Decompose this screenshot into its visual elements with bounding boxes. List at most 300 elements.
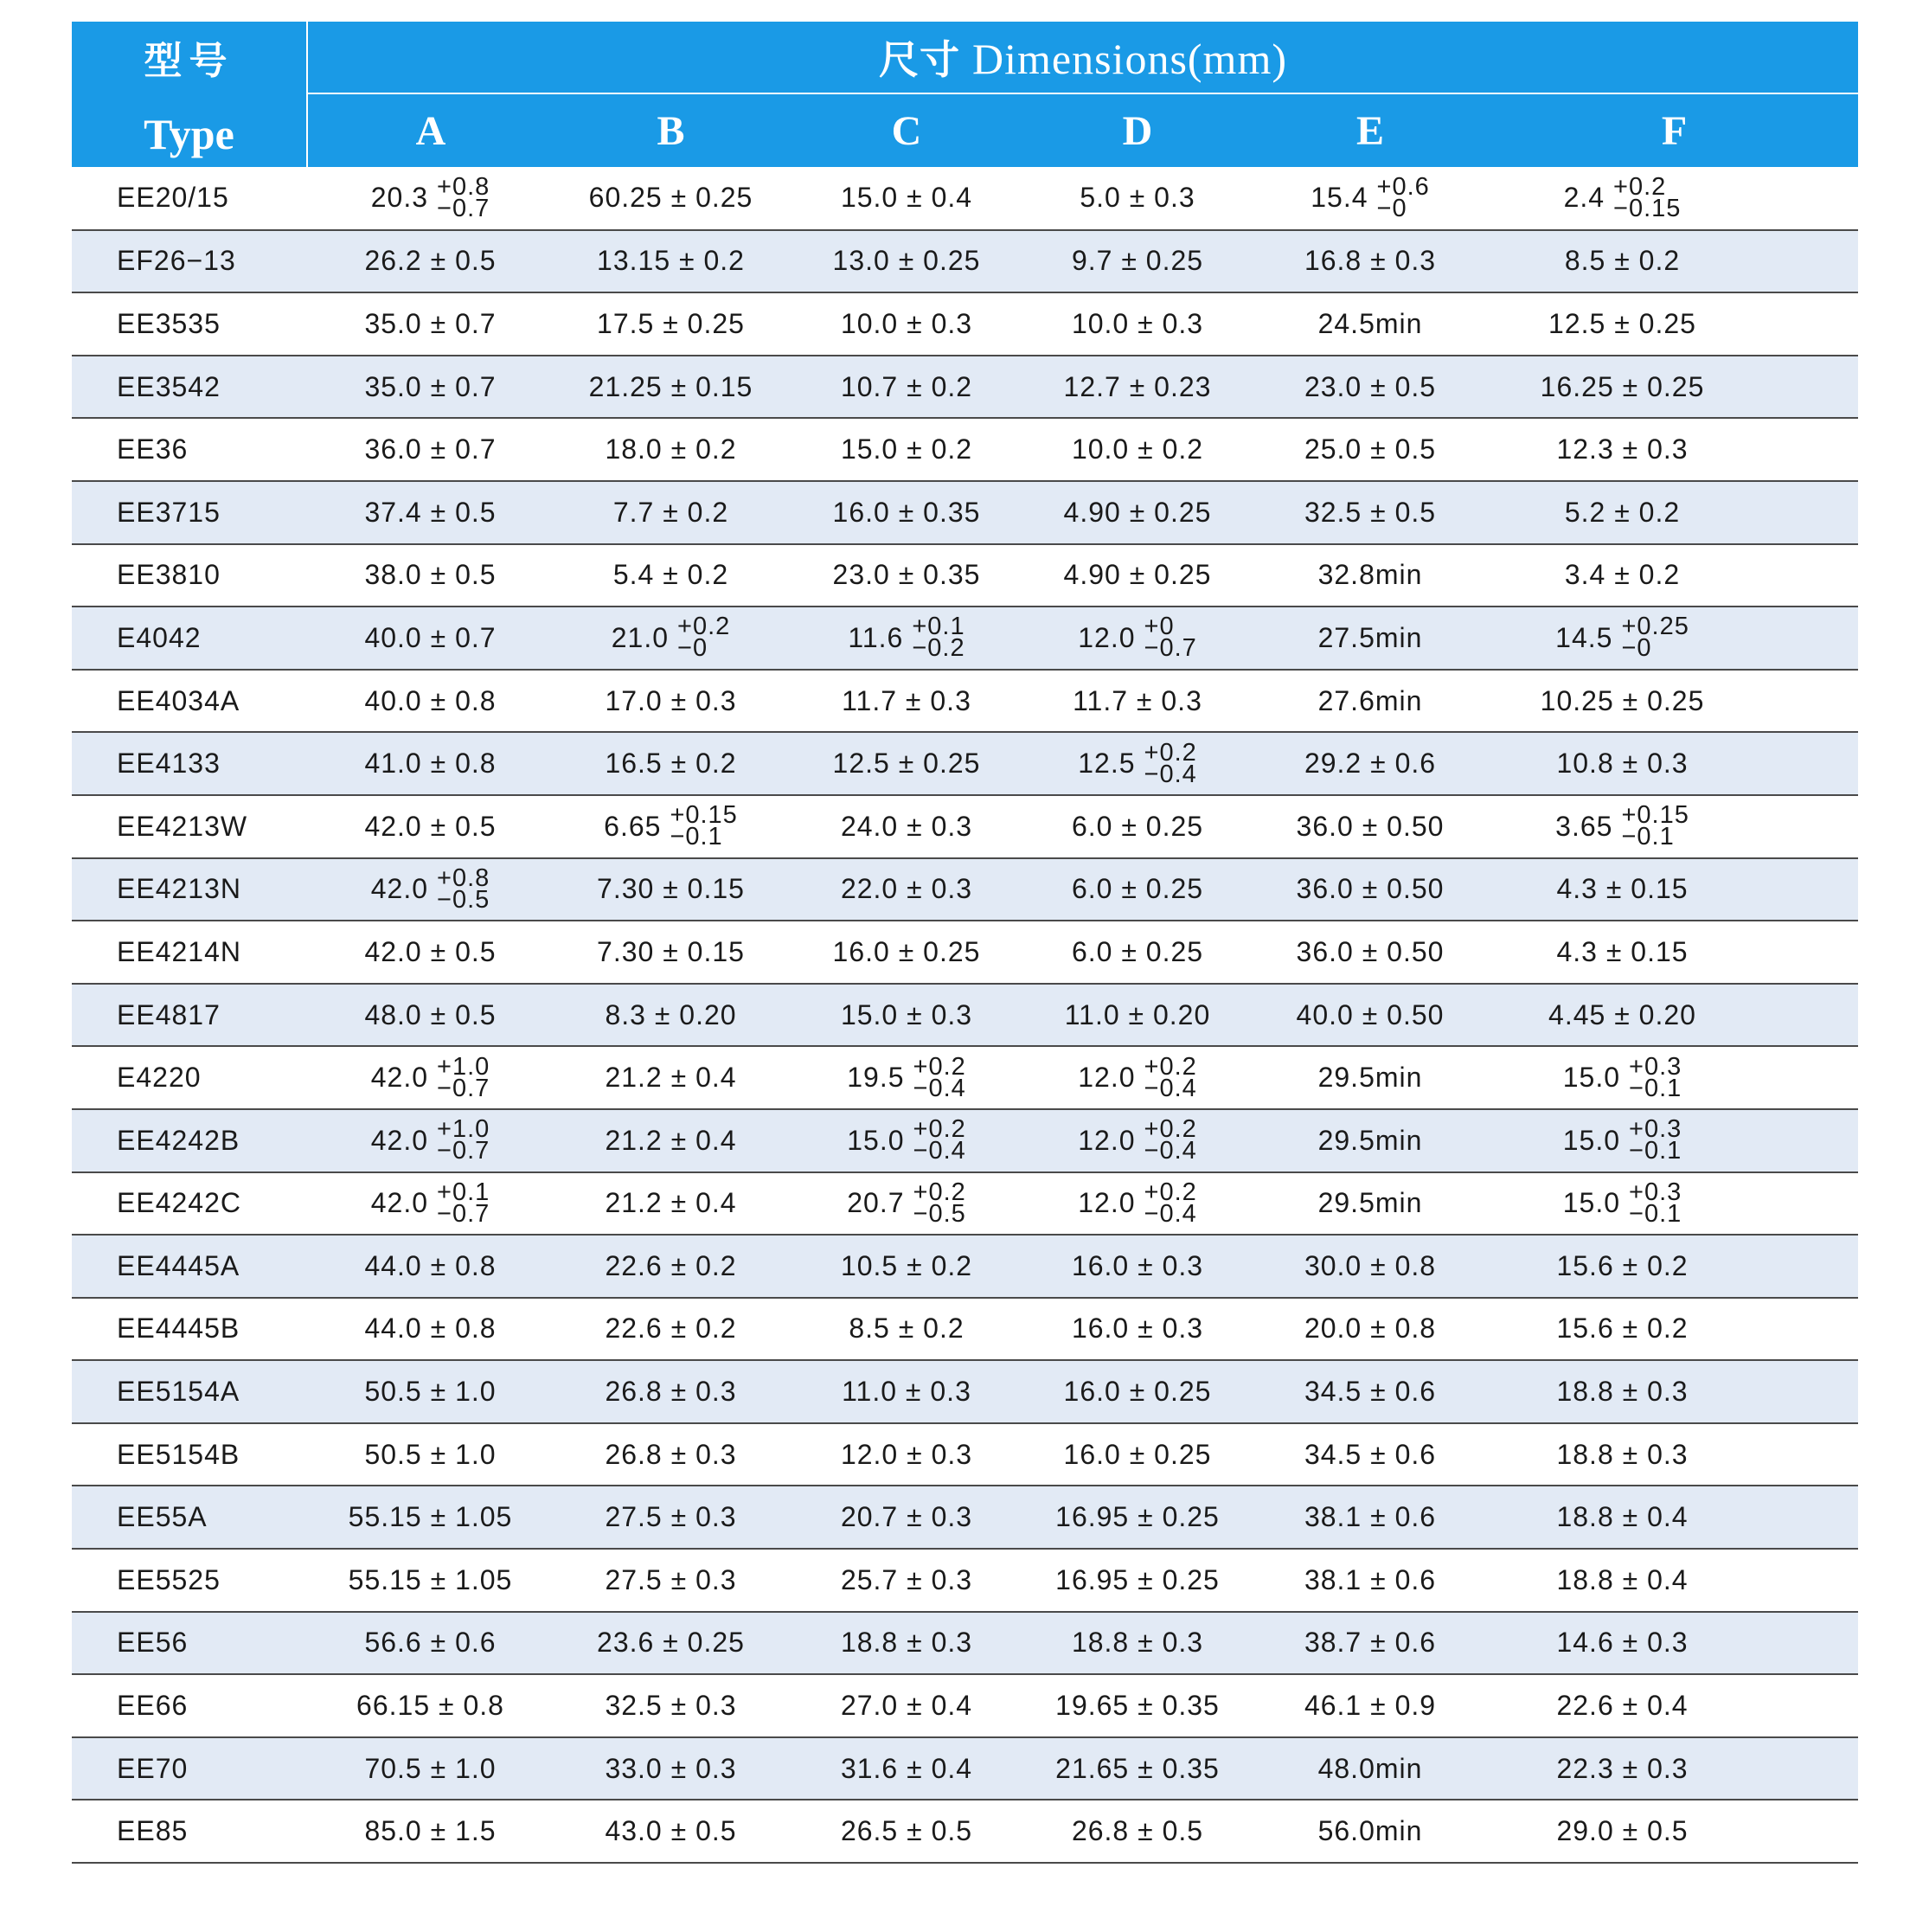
dimension-d-cell: 11.7 ± 0.3 <box>1025 670 1250 733</box>
type-cell: EE85 <box>72 1800 307 1863</box>
dimension-d-cell: 16.0 ± 0.3 <box>1025 1235 1250 1298</box>
dimension-a-cell <box>307 167 554 230</box>
dimension-f-cell: 16.25 ± 0.25 <box>1490 356 1858 419</box>
table-row <box>72 418 1858 481</box>
upper-tolerance: +0.6 <box>1376 172 1430 201</box>
dimension-b-cell: 26.8 ± 0.3 <box>554 1360 788 1423</box>
dimension-e-cell: 46.1 ± 0.9 <box>1250 1674 1490 1737</box>
upper-tolerance: +0.2 <box>913 1052 966 1081</box>
tolerance-stack <box>437 1052 490 1102</box>
dimension-e-cell: 36.0 ± 0.50 <box>1250 858 1490 921</box>
tolerance-value <box>1563 172 1682 222</box>
nominal-value: 42.0 <box>370 1124 429 1156</box>
dimension-d-cell: 4.90 ± 0.25 <box>1025 481 1250 544</box>
dimension-e-cell: 36.0 ± 0.50 <box>1250 795 1490 858</box>
dimension-a-cell: 48.0 ± 0.5 <box>307 984 554 1047</box>
dimension-f-cell: 4.3 ± 0.15 <box>1490 858 1858 921</box>
lower-tolerance: −0.4 <box>1144 760 1197 788</box>
type-cell: EE4213W <box>72 795 307 858</box>
dimension-a-cell: 26.2 ± 0.5 <box>307 230 554 293</box>
upper-tolerance: +0.25 <box>1621 613 1689 641</box>
dimension-d-cell: 6.0 ± 0.25 <box>1025 921 1250 984</box>
table-row <box>72 1423 1858 1486</box>
tolerance-value <box>848 613 965 663</box>
tolerance-stack <box>1629 1178 1682 1228</box>
table-row <box>72 1612 1858 1675</box>
table-row <box>72 544 1858 607</box>
dimension-b-cell: 27.5 ± 0.3 <box>554 1486 788 1549</box>
dimension-a-cell: 40.0 ± 0.7 <box>307 607 554 670</box>
dimension-d-cell <box>1025 1172 1250 1236</box>
nominal-value: 12.0 <box>1078 1187 1136 1219</box>
tolerance-stack <box>1621 613 1689 663</box>
dimension-c-cell: 15.0 ± 0.4 <box>788 167 1025 230</box>
dimension-d-cell: 6.0 ± 0.25 <box>1025 795 1250 858</box>
table-row <box>72 481 1858 544</box>
dimension-f-cell <box>1490 1109 1858 1172</box>
table-row <box>72 1235 1858 1298</box>
dimension-b-cell: 13.15 ± 0.2 <box>554 230 788 293</box>
lower-tolerance: −0.1 <box>1621 823 1675 851</box>
dimension-a-cell: 44.0 ± 0.8 <box>307 1235 554 1298</box>
type-cell: EE5525 <box>72 1549 307 1612</box>
nominal-value: 42.0 <box>370 1062 429 1094</box>
table-row <box>72 1298 1858 1361</box>
dimension-c-cell: 11.7 ± 0.3 <box>788 670 1025 733</box>
dimension-c-cell <box>788 1172 1025 1236</box>
dimension-b-cell: 60.25 ± 0.25 <box>554 167 788 230</box>
table-row <box>72 1800 1858 1863</box>
dimension-e-cell: 25.0 ± 0.5 <box>1250 418 1490 481</box>
dimension-b-cell: 27.5 ± 0.3 <box>554 1549 788 1612</box>
tolerance-value <box>847 1178 966 1228</box>
upper-tolerance: +0.2 <box>677 613 731 641</box>
tolerance-stack <box>1144 613 1197 663</box>
dimension-f-cell <box>1490 1172 1858 1236</box>
tolerance-value <box>370 172 490 222</box>
lower-tolerance: −0 <box>1376 194 1407 222</box>
nominal-value: 15.0 <box>1562 1062 1621 1094</box>
tolerance-value <box>1078 738 1197 788</box>
dimension-c-cell: 8.5 ± 0.2 <box>788 1298 1025 1361</box>
dimension-f-cell: 5.2 ± 0.2 <box>1490 481 1858 544</box>
dimension-d-cell: 12.7 ± 0.23 <box>1025 356 1250 419</box>
dimension-a-cell: 38.0 ± 0.5 <box>307 544 554 607</box>
dimension-e-cell: 16.8 ± 0.3 <box>1250 230 1490 293</box>
dimension-a-cell: 40.0 ± 0.8 <box>307 670 554 733</box>
tolerance-value <box>1078 613 1197 663</box>
dimension-f-cell: 22.3 ± 0.3 <box>1490 1737 1858 1800</box>
dimension-a-cell <box>307 1046 554 1109</box>
dimension-b-cell: 21.2 ± 0.4 <box>554 1172 788 1236</box>
dimension-c-cell: 10.5 ± 0.2 <box>788 1235 1025 1298</box>
tolerance-stack <box>437 172 490 222</box>
nominal-value: 42.0 <box>370 873 429 905</box>
dimension-f-cell: 4.45 ± 0.20 <box>1490 984 1858 1047</box>
dimension-b-cell: 21.25 ± 0.15 <box>554 356 788 419</box>
dimension-c-cell: 24.0 ± 0.3 <box>788 795 1025 858</box>
tolerance-stack <box>1144 1052 1197 1102</box>
dimension-e-cell: 40.0 ± 0.50 <box>1250 984 1490 1047</box>
type-header-zh: 型号 <box>144 39 234 83</box>
upper-tolerance: +0.3 <box>1629 1052 1682 1081</box>
type-cell: EE3715 <box>72 481 307 544</box>
dimension-e-cell: 56.0min <box>1250 1800 1490 1863</box>
type-cell: EF26−13 <box>72 230 307 293</box>
dimension-b-cell: 22.6 ± 0.2 <box>554 1235 788 1298</box>
dimension-c-cell <box>788 1046 1025 1109</box>
dimension-d-cell: 26.8 ± 0.5 <box>1025 1800 1250 1863</box>
table-row <box>72 607 1858 670</box>
dimension-b-cell: 16.5 ± 0.2 <box>554 732 788 795</box>
table-row <box>72 732 1858 795</box>
dimension-e-cell: 36.0 ± 0.50 <box>1250 921 1490 984</box>
type-cell: EE4133 <box>72 732 307 795</box>
dimension-a-cell: 36.0 ± 0.7 <box>307 418 554 481</box>
dimension-a-cell: 50.5 ± 1.0 <box>307 1423 554 1486</box>
tolerance-stack <box>670 801 738 851</box>
type-cell: EE4213N <box>72 858 307 921</box>
upper-tolerance: +0.2 <box>913 1178 966 1206</box>
upper-tolerance: +1.0 <box>437 1115 490 1144</box>
dimension-c-cell: 26.5 ± 0.5 <box>788 1800 1025 1863</box>
nominal-value: 15.0 <box>1562 1124 1621 1156</box>
upper-tolerance: +0.8 <box>437 863 490 892</box>
upper-tolerance: +0 <box>1144 613 1175 641</box>
nominal-value: 14.5 <box>1555 621 1613 653</box>
tolerance-stack <box>1144 1115 1197 1165</box>
dimension-a-cell: 70.5 ± 1.0 <box>307 1737 554 1800</box>
dimension-f-cell: 4.3 ± 0.15 <box>1490 921 1858 984</box>
dimension-a-cell: 42.0 ± 0.5 <box>307 921 554 984</box>
tolerance-value <box>1078 1178 1197 1228</box>
tolerance-stack <box>1144 738 1197 788</box>
dimension-a-cell: 55.15 ± 1.05 <box>307 1486 554 1549</box>
dimension-f-cell: 3.4 ± 0.2 <box>1490 544 1858 607</box>
dimension-d-cell: 5.0 ± 0.3 <box>1025 167 1250 230</box>
tolerance-stack <box>913 1052 966 1102</box>
tolerance-value <box>1562 1052 1682 1102</box>
upper-tolerance: +0.15 <box>1621 801 1689 830</box>
tolerance-value <box>1078 1115 1197 1165</box>
dimension-d-cell: 11.0 ± 0.20 <box>1025 984 1250 1047</box>
dimension-e-cell: 32.5 ± 0.5 <box>1250 481 1490 544</box>
dimension-c-cell <box>788 607 1025 670</box>
dimension-d-cell <box>1025 1109 1250 1172</box>
type-cell: EE3535 <box>72 292 307 356</box>
dimension-b-cell <box>554 795 788 858</box>
upper-tolerance: +0.15 <box>670 801 738 830</box>
dimension-a-cell: 35.0 ± 0.7 <box>307 292 554 356</box>
tolerance-stack <box>913 1115 966 1165</box>
lower-tolerance: −0.1 <box>1629 1074 1682 1102</box>
type-cell: E4220 <box>72 1046 307 1109</box>
dimension-e-cell: 27.5min <box>1250 607 1490 670</box>
table-header <box>72 22 1858 167</box>
dimension-b-cell: 23.6 ± 0.25 <box>554 1612 788 1675</box>
dimensions-header-zh: 尺寸 <box>879 36 961 83</box>
column-header-a: A <box>307 93 554 167</box>
dimension-d-cell <box>1025 1046 1250 1109</box>
dimension-b-cell: 21.2 ± 0.4 <box>554 1109 788 1172</box>
dimension-c-cell: 18.8 ± 0.3 <box>788 1612 1025 1675</box>
dimension-d-cell: 16.0 ± 0.3 <box>1025 1298 1250 1361</box>
lower-tolerance: −0.1 <box>670 823 723 851</box>
dimension-c-cell: 20.7 ± 0.3 <box>788 1486 1025 1549</box>
upper-tolerance: +0.2 <box>1144 738 1197 767</box>
table-row <box>72 921 1858 984</box>
table-row <box>72 1109 1858 1172</box>
dimension-b-cell: 22.6 ± 0.2 <box>554 1298 788 1361</box>
tolerance-stack <box>677 613 731 663</box>
dimension-f-cell: 15.6 ± 0.2 <box>1490 1235 1858 1298</box>
nominal-value: 21.0 <box>611 621 670 653</box>
dimension-e-cell: 23.0 ± 0.5 <box>1250 356 1490 419</box>
dimension-f-cell <box>1490 795 1858 858</box>
dimension-c-cell: 10.7 ± 0.2 <box>788 356 1025 419</box>
dimension-b-cell: 5.4 ± 0.2 <box>554 544 788 607</box>
upper-tolerance: +1.0 <box>437 1052 490 1081</box>
dimension-a-cell: 85.0 ± 1.5 <box>307 1800 554 1863</box>
type-cell: EE4445B <box>72 1298 307 1361</box>
nominal-value: 6.65 <box>604 810 662 842</box>
nominal-value: 15.0 <box>847 1124 905 1156</box>
dimension-a-cell: 50.5 ± 1.0 <box>307 1360 554 1423</box>
tolerance-stack <box>1613 172 1682 222</box>
dimension-b-cell: 7.30 ± 0.15 <box>554 921 788 984</box>
dimension-f-cell: 12.5 ± 0.25 <box>1490 292 1858 356</box>
tolerance-value <box>370 1052 490 1102</box>
dimension-b-cell: 7.30 ± 0.15 <box>554 858 788 921</box>
dimension-b-cell: 8.3 ± 0.20 <box>554 984 788 1047</box>
lower-tolerance: −0.4 <box>1144 1074 1197 1102</box>
table-row <box>72 1172 1858 1236</box>
dimension-a-cell: 42.0 ± 0.5 <box>307 795 554 858</box>
table-row <box>72 1486 1858 1549</box>
lower-tolerance: −0.2 <box>912 634 965 663</box>
dimension-a-cell: 44.0 ± 0.8 <box>307 1298 554 1361</box>
type-column-header <box>72 22 307 167</box>
dimensions-header-en: Dimensions(mm) <box>972 35 1287 83</box>
nominal-value: 12.0 <box>1078 1124 1136 1156</box>
table-row <box>72 292 1858 356</box>
dimension-d-cell: 21.65 ± 0.35 <box>1025 1737 1250 1800</box>
tolerance-stack <box>912 613 965 663</box>
lower-tolerance: −0.5 <box>437 885 490 914</box>
type-cell: EE4214N <box>72 921 307 984</box>
dimension-d-cell: 6.0 ± 0.25 <box>1025 858 1250 921</box>
tolerance-stack <box>1629 1115 1682 1165</box>
lower-tolerance: −0.15 <box>1613 194 1682 222</box>
nominal-value: 15.4 <box>1311 182 1368 214</box>
type-cell: EE3810 <box>72 544 307 607</box>
tolerance-value <box>1555 613 1689 663</box>
dimension-f-cell: 18.8 ± 0.3 <box>1490 1360 1858 1423</box>
upper-tolerance: +0.2 <box>1613 172 1667 201</box>
dimension-e-cell <box>1250 167 1490 230</box>
lower-tolerance: −0.4 <box>1144 1137 1197 1165</box>
dimension-d-cell: 16.0 ± 0.25 <box>1025 1423 1250 1486</box>
tolerance-value <box>1311 172 1430 222</box>
tolerance-value <box>1555 801 1689 851</box>
column-header-d: D <box>1025 93 1250 167</box>
dimension-b-cell: 7.7 ± 0.2 <box>554 481 788 544</box>
dimension-e-cell: 34.5 ± 0.6 <box>1250 1423 1490 1486</box>
dimension-e-cell: 38.7 ± 0.6 <box>1250 1612 1490 1675</box>
type-cell: EE5154A <box>72 1360 307 1423</box>
dimension-a-cell: 56.6 ± 0.6 <box>307 1612 554 1675</box>
dimension-b-cell <box>554 607 788 670</box>
dimension-c-cell: 10.0 ± 0.3 <box>788 292 1025 356</box>
lower-tolerance: −0.7 <box>437 1137 490 1165</box>
dimension-b-cell: 17.0 ± 0.3 <box>554 670 788 733</box>
type-cell: EE56 <box>72 1612 307 1675</box>
lower-tolerance: −0.4 <box>913 1137 966 1165</box>
dimension-e-cell: 20.0 ± 0.8 <box>1250 1298 1490 1361</box>
column-header-b: B <box>554 93 788 167</box>
dimension-e-cell: 27.6min <box>1250 670 1490 733</box>
dimension-c-cell: 22.0 ± 0.3 <box>788 858 1025 921</box>
table-row <box>72 1737 1858 1800</box>
dimension-e-cell: 48.0min <box>1250 1737 1490 1800</box>
dimension-f-cell <box>1490 607 1858 670</box>
type-cell: EE4817 <box>72 984 307 1047</box>
dimension-e-cell: 29.5min <box>1250 1046 1490 1109</box>
nominal-value: 42.0 <box>370 1187 429 1219</box>
upper-tolerance: +0.1 <box>912 613 965 641</box>
tolerance-value <box>1562 1178 1682 1228</box>
tolerance-stack <box>1621 801 1689 851</box>
nominal-value: 20.7 <box>847 1187 905 1219</box>
dimension-e-cell: 24.5min <box>1250 292 1490 356</box>
table-row <box>72 356 1858 419</box>
table-row <box>72 1360 1858 1423</box>
type-cell: EE20/15 <box>72 167 307 230</box>
lower-tolerance: −0.7 <box>437 194 490 222</box>
dimensions-table <box>72 22 1858 1864</box>
dimensions-group-header <box>307 22 1858 93</box>
dimension-a-cell: 35.0 ± 0.7 <box>307 356 554 419</box>
type-cell: EE66 <box>72 1674 307 1737</box>
dimension-a-cell: 55.15 ± 1.05 <box>307 1549 554 1612</box>
table-row <box>72 1046 1858 1109</box>
upper-tolerance: +0.1 <box>437 1178 490 1206</box>
dimension-d-cell: 19.65 ± 0.35 <box>1025 1674 1250 1737</box>
upper-tolerance: +0.2 <box>1144 1178 1197 1206</box>
dimension-e-cell: 29.2 ± 0.6 <box>1250 732 1490 795</box>
upper-tolerance: +0.2 <box>913 1115 966 1144</box>
dimension-d-cell: 4.90 ± 0.25 <box>1025 544 1250 607</box>
dimension-e-cell: 29.5min <box>1250 1109 1490 1172</box>
dimension-d-cell: 16.95 ± 0.25 <box>1025 1486 1250 1549</box>
dimension-f-cell: 12.3 ± 0.3 <box>1490 418 1858 481</box>
tolerance-value <box>370 1178 490 1228</box>
tolerance-value <box>1078 1052 1197 1102</box>
dimension-c-cell: 12.0 ± 0.3 <box>788 1423 1025 1486</box>
dimension-d-cell: 16.0 ± 0.25 <box>1025 1360 1250 1423</box>
dimension-c-cell: 31.6 ± 0.4 <box>788 1737 1025 1800</box>
table-row <box>72 795 1858 858</box>
tolerance-stack <box>437 1178 490 1228</box>
table-body <box>72 167 1858 1863</box>
dimension-b-cell: 26.8 ± 0.3 <box>554 1423 788 1486</box>
dimension-b-cell: 33.0 ± 0.3 <box>554 1737 788 1800</box>
dimension-c-cell: 16.0 ± 0.25 <box>788 921 1025 984</box>
type-cell: EE55A <box>72 1486 307 1549</box>
dimension-c-cell: 15.0 ± 0.2 <box>788 418 1025 481</box>
dimension-c-cell <box>788 1109 1025 1172</box>
tolerance-value <box>847 1115 966 1165</box>
lower-tolerance: −0 <box>1621 634 1652 663</box>
column-header-e: E <box>1250 93 1490 167</box>
tolerance-value <box>604 801 738 851</box>
dimension-f-cell: 14.6 ± 0.3 <box>1490 1612 1858 1675</box>
nominal-value: 2.4 <box>1563 182 1605 214</box>
lower-tolerance: −0.7 <box>437 1074 490 1102</box>
dimension-d-cell: 16.95 ± 0.25 <box>1025 1549 1250 1612</box>
dimension-f-cell <box>1490 167 1858 230</box>
tolerance-stack <box>1376 172 1430 222</box>
dimension-f-cell: 29.0 ± 0.5 <box>1490 1800 1858 1863</box>
tolerance-stack <box>1629 1052 1682 1102</box>
dimension-d-cell: 10.0 ± 0.3 <box>1025 292 1250 356</box>
dimension-c-cell: 23.0 ± 0.35 <box>788 544 1025 607</box>
nominal-value: 11.6 <box>848 621 904 653</box>
dimension-f-cell: 18.8 ± 0.3 <box>1490 1423 1858 1486</box>
tolerance-stack <box>913 1178 966 1228</box>
dimension-f-cell: 15.6 ± 0.2 <box>1490 1298 1858 1361</box>
dimension-f-cell <box>1490 1046 1858 1109</box>
dimension-f-cell: 18.8 ± 0.4 <box>1490 1549 1858 1612</box>
column-header-f: F <box>1490 93 1858 167</box>
dimension-b-cell: 21.2 ± 0.4 <box>554 1046 788 1109</box>
tolerance-stack <box>1144 1178 1197 1228</box>
dimension-b-cell: 18.0 ± 0.2 <box>554 418 788 481</box>
type-cell: EE4242B <box>72 1109 307 1172</box>
nominal-value: 12.5 <box>1078 748 1136 780</box>
dimension-e-cell: 38.1 ± 0.6 <box>1250 1549 1490 1612</box>
nominal-value: 12.0 <box>1078 1062 1136 1094</box>
dimension-c-cell: 13.0 ± 0.25 <box>788 230 1025 293</box>
upper-tolerance: +0.2 <box>1144 1052 1197 1081</box>
dimension-a-cell <box>307 1172 554 1236</box>
lower-tolerance: −0.7 <box>437 1199 490 1228</box>
lower-tolerance: −0.5 <box>913 1199 966 1228</box>
lower-tolerance: −0.4 <box>913 1074 966 1102</box>
dimension-b-cell: 32.5 ± 0.3 <box>554 1674 788 1737</box>
dimension-e-cell: 34.5 ± 0.6 <box>1250 1360 1490 1423</box>
nominal-value: 20.3 <box>370 182 429 214</box>
dimension-e-cell: 32.8min <box>1250 544 1490 607</box>
type-cell: EE4445A <box>72 1235 307 1298</box>
table-row <box>72 1674 1858 1737</box>
dimension-e-cell: 38.1 ± 0.6 <box>1250 1486 1490 1549</box>
lower-tolerance: −0.7 <box>1144 634 1197 663</box>
type-cell: EE5154B <box>72 1423 307 1486</box>
upper-tolerance: +0.3 <box>1629 1115 1682 1144</box>
type-header-en: Type <box>144 110 234 158</box>
tolerance-value <box>1562 1115 1682 1165</box>
nominal-value: 15.0 <box>1562 1187 1621 1219</box>
lower-tolerance: −0.4 <box>1144 1199 1197 1228</box>
dimension-d-cell <box>1025 732 1250 795</box>
type-cell: EE36 <box>72 418 307 481</box>
tolerance-value <box>847 1052 966 1102</box>
table-row <box>72 858 1858 921</box>
dimension-f-cell: 18.8 ± 0.4 <box>1490 1486 1858 1549</box>
tolerance-value <box>611 613 731 663</box>
dimension-a-cell: 66.15 ± 0.8 <box>307 1674 554 1737</box>
